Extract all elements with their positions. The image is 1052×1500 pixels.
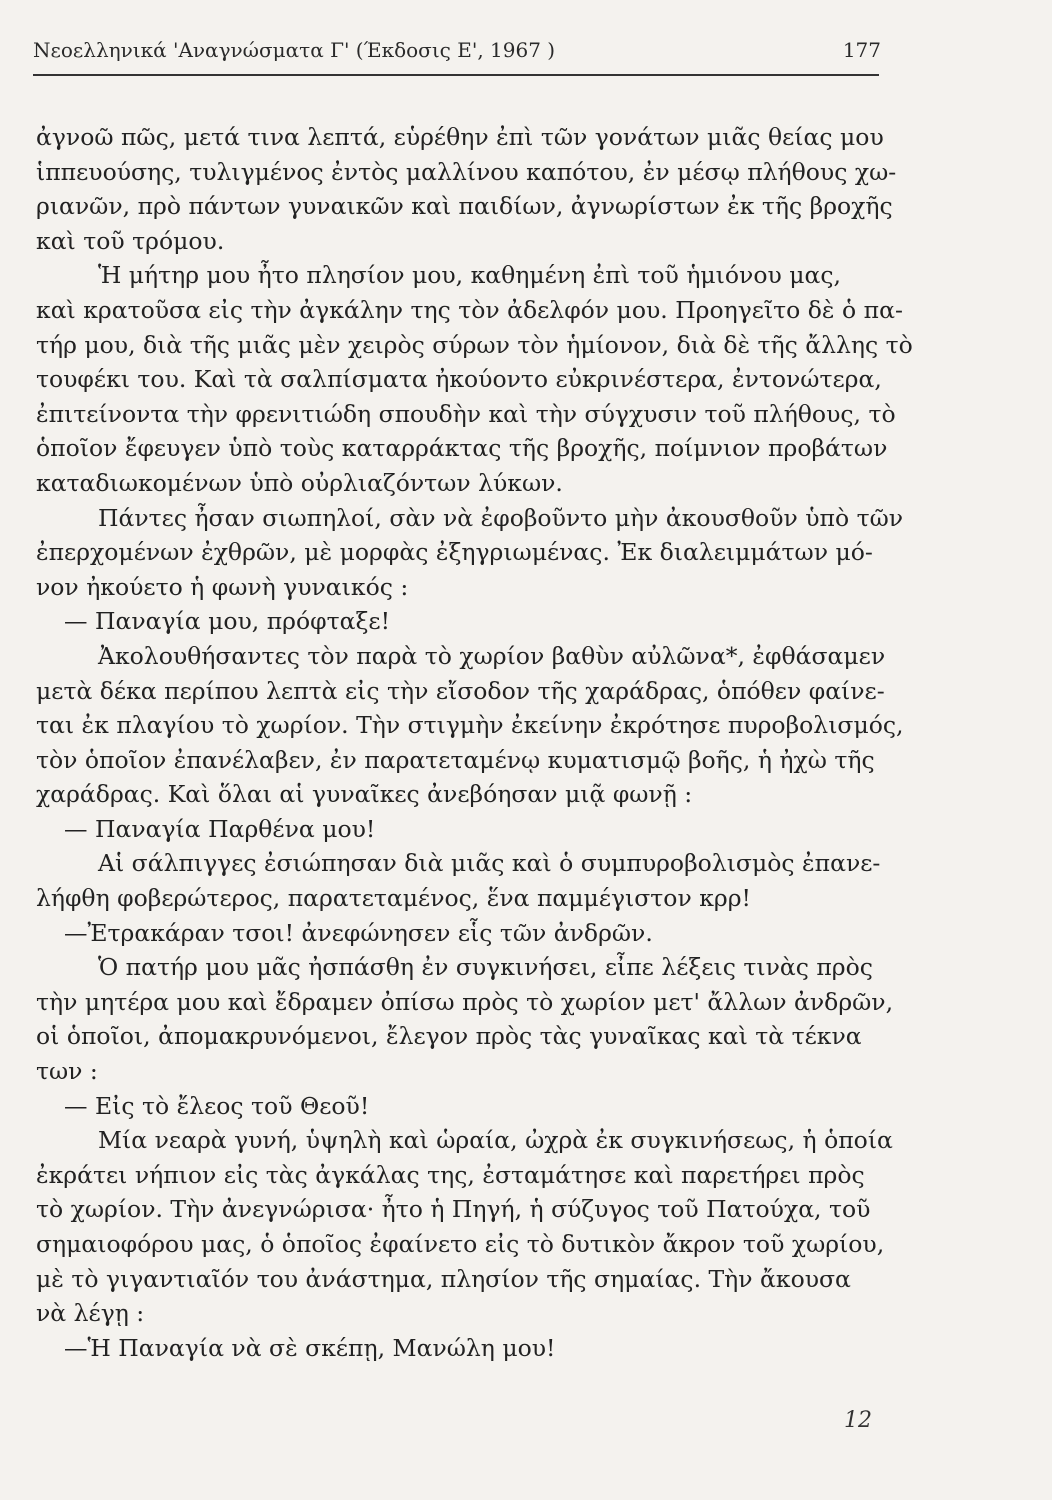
text-line: Ἡ μήτηρ μου ἦτο πλησίον μου, καθημένη ἐπὶ τοῦ ἡμιόνου μας,	[98, 261, 841, 290]
text-line: ριανῶν, πρὸ πάντων γυναικῶν καὶ παιδίων, ἀγνωρίστων ἐκ τῆς βροχῆς	[36, 192, 893, 221]
text-line: —Ἡ Παναγία νὰ σὲ σκέπῃ, Μανώλη μου!	[64, 1333, 556, 1362]
text-line: — Παναγία Παρθένα μου!	[64, 814, 376, 843]
header-title: Νεοελληνικά 'Αναγνώσματα Γ' (Έκδοσις Ε', 1967 )	[33, 38, 556, 62]
text-line: χαράδρας. Καὶ ὅλαι αἱ γυναῖκες ἀνεβόησαν μιᾷ φωνῇ :	[36, 780, 693, 809]
text-line: —Ἐτρακάραν τσοι! ἀνεφώνησεν εἷς τῶν ἀνδρῶν.	[64, 918, 653, 947]
text-line: καὶ κρατοῦσα εἰς τὴν ἀγκάλην της τὸν ἀδελφόν μου. Προηγεῖτο δὲ ὁ πα-	[36, 295, 903, 324]
text-line: τὸν ὁποῖον ἐπανέλαβεν, ἐν παρατεταμένῳ κυματισμῷ βοῆς, ἡ ἠχὼ τῆς	[36, 745, 875, 774]
text-line: μετὰ δέκα περίπου λεπτὰ εἰς τὴν εἴσοδον τῆς χαράδρας, ὁπόθεν φαίνε-	[36, 676, 885, 705]
text-line: καὶ τοῦ τρόμου.	[36, 226, 225, 255]
text-line: ται ἐκ πλαγίου τὸ χωρίον. Τὴν στιγμὴν ἐκείνην ἐκρότησε πυροβολισμός,	[36, 711, 904, 740]
page-number: 177	[842, 38, 881, 62]
text-line: ὁποῖον ἔφευγεν ὑπὸ τοὺς καταρράκτας τῆς βροχῆς, ποίμνιον προβάτων	[36, 434, 888, 463]
running-header	[33, 38, 881, 62]
text-line: τήρ μου, διὰ τῆς μιᾶς μὲν χειρὸς σύρων τὸν ἡμίονον, διὰ δὲ τῆς ἄλλης τὸ	[36, 330, 913, 359]
text-line: Ἀκολουθήσαντες τὸν παρὰ τὸ χωρίον βαθὺν αὐλῶνα*, ἐφθάσαμεν	[98, 641, 886, 670]
text-line: ἐκράτει νήπιον εἰς τὰς ἀγκάλας της, ἐσταμάτησε καὶ παρετήρει πρὸς	[36, 1160, 865, 1189]
text-line: σημαιοφόρου μας, ὁ ὁποῖος ἐφαίνετο εἰς τὸ δυτικὸν ἄκρον τοῦ χωρίου,	[36, 1230, 885, 1258]
text-line: Μία νεαρὰ γυνή, ὑψηλὴ καὶ ὡραία, ὠχρὰ ἐκ συγκινήσεως, ἡ ὁποία	[98, 1126, 893, 1155]
text-line: τὴν μητέρα μου καὶ ἔδραμεν ὀπίσω πρὸς τὸ χωρίον μετ' ἄλλων ἀνδρῶν,	[36, 987, 894, 1016]
text-body	[36, 120, 913, 1365]
text-line: μὲ τὸ γιγαντιαῖόν του ἀνάστημα, πλησίον τῆς σημαίας. Τὴν ἄκουσα	[36, 1264, 851, 1293]
text-line: τὸ χωρίον. Τὴν ἀνεγνώρισα· ἦτο ἡ Πηγή, ἡ σύζυγος τοῦ Πατούχα, τοῦ	[36, 1195, 871, 1224]
text-line: των :	[36, 1057, 98, 1086]
text-line: Πάντες ἦσαν σιωπηλοί, σὰν νὰ ἐφοβοῦντο μὴν ἀκουσθοῦν ὑπὸ τῶν	[98, 503, 904, 532]
text-line: νὰ λέγῃ :	[36, 1299, 145, 1328]
text-line: Ὁ πατήρ μου μᾶς ἠσπάσθη ἐν συγκινήσει, εἶπε λέξεις τινὰς πρὸς	[98, 953, 873, 982]
text-line: οἱ ὁποῖοι, ἀπομακρυνόμενοι, ἔλεγον πρὸς τὰς γυναῖκας καὶ τὰ τέκνα	[36, 1022, 862, 1051]
text-line: Αἱ σάλπιγγες ἐσιώπησαν διὰ μιᾶς καὶ ὁ συμπυροβολισμὸς ἐπανε-	[98, 849, 881, 878]
text-line: λήφθη φοβερώτερος, παρατεταμένος, ἕνα παμμέγιστον κρρ!	[36, 884, 751, 913]
text-line: τουφέκι του. Καὶ τὰ σαλπίσματα ἠκούοντο εὐκρινέστερα, ἐντονώτερα,	[36, 365, 882, 394]
text-line: καταδιωκομένων ὑπὸ οὐρλιαζόντων λύκων.	[36, 468, 563, 497]
text-line: νον ἠκούετο ἡ φωνὴ γυναικός :	[36, 572, 409, 601]
text-line: ἐπερχομένων ἐχθρῶν, μὲ μορφὰς ἐξηγριωμένας. Ἐκ διαλειμμάτων μό-	[36, 538, 873, 567]
text-line: — Εἰς τὸ ἔλεος τοῦ Θεοῦ!	[64, 1091, 370, 1120]
header-rule	[33, 74, 879, 76]
text-line: ἀγνοῶ πῶς, μετά τινα λεπτά, εὑρέθην ἐπὶ τῶν γονάτων μιᾶς θείας μου	[36, 123, 884, 151]
text-line: — Παναγία μου, πρόφταξε!	[64, 607, 391, 636]
signature-mark: 12	[844, 1408, 872, 1433]
text-line: ἱππευούσης, τυλιγμένος ἐντὸς μαλλίνου καπότου, ἐν μέσῳ πλήθους χω-	[36, 157, 897, 186]
text-line: ἐπιτείνοντα τὴν φρενιτιώδη σπουδὴν καὶ τὴν σύγχυσιν τοῦ πλήθους, τὸ	[36, 399, 896, 428]
